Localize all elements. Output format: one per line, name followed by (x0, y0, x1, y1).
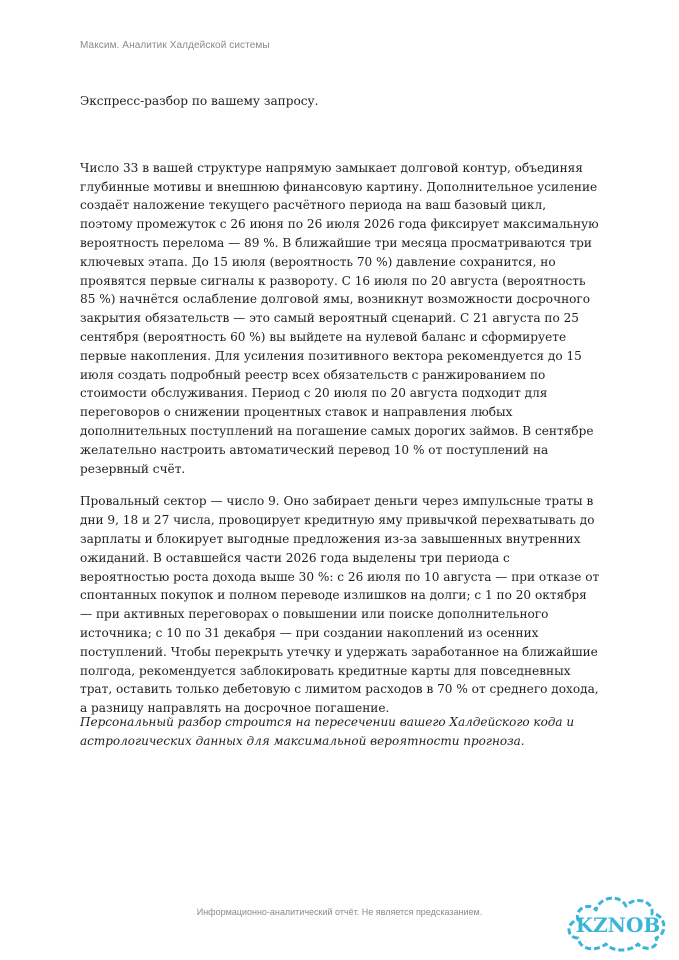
watermark-logo (564, 888, 672, 954)
page-header: Максим. Аналитик Халдейской системы (80, 40, 270, 51)
report-body (80, 92, 600, 732)
italic-note: Персональный разбор строится на пересечении вашего Халдейского кода и астрологических данных для максимальной вероятности прогноза. (80, 715, 575, 748)
watermark-text: KZNOB (575, 913, 661, 937)
paragraph-debt-contour: Число 33 в вашей структуре напрямую замыкает долговой контур, объединяя глубинные мотивы и внешнюю финансовую картину. Дополнительное усиление создаёт наложение текущего расчётного периода на ваш базовый цикл, поэтому промежуток с 26 июня по 26 июля 2026 года фиксирует максимальную вероятность перелома — 89 %. В ближайшие три месяца просматриваются три ключевых этапа. До 15 июля (вероятность 70 %) давление сохранится, но проявятся первые сигналы к развороту. С 16 июля по 20 августа (вероятность 85 %) начнётся ослабление долговой ямы, возникнут возможности досрочного закрытия обязательств — это самый вероятный сценарий. С 21 августа по 25 сентября (вероятность 60 %) вы выйдете на нулевой баланс и сформируете первые накопления. Для усиления позитивного вектора рекомендуется до 15 июля создать подробный реестр всех обязательств с ранжированием по стоимости обслуживания. Период с 20 июля по 20 августа подходит для переговоров о снижении процентных ставок и направления любых дополнительных поступлений на погашение самых дорогих займов. В сентябре желательно настроить автоматический перевод 10 % от поступлений на резервный счёт. (80, 160, 599, 476)
paragraph-failure-sector: Провальный сектор — число 9. Оно забирает деньги через импульсные траты в дни 9, 18 и 27 числа, провоцирует кредитную яму привычкой перехватывать до зарплаты и блокирует выгодные предложения из-за завышенных внутренних ожиданий. В оставшейся части 2026 года выделены три периода с вероятностью роста дохода выше 30 %: с 26 июля по 10 августа — при отказе от спонтанных покупок и полном переводе излишков на долги; с 1 по 20 октября — при активных переговорах о повышении или поиске дополнительного источника; с 10 по 31 декабря — при создании накоплений из осенних поступлений. Чтобы перекрыть утечку и удержать заработанное на ближайшие полгода, рекомендуется заблокировать кредитные карты для повседневных трат, оставить только дебетовую с лимитом расходов в 70 % от среднего дохода, а разницу направлять на досрочное погашение. (80, 494, 600, 716)
page-footer: Информационно-аналитический отчёт. Не является предсказанием. (196, 907, 483, 917)
intro-line: Экспресс-разбор по вашему запросу. (80, 94, 319, 108)
